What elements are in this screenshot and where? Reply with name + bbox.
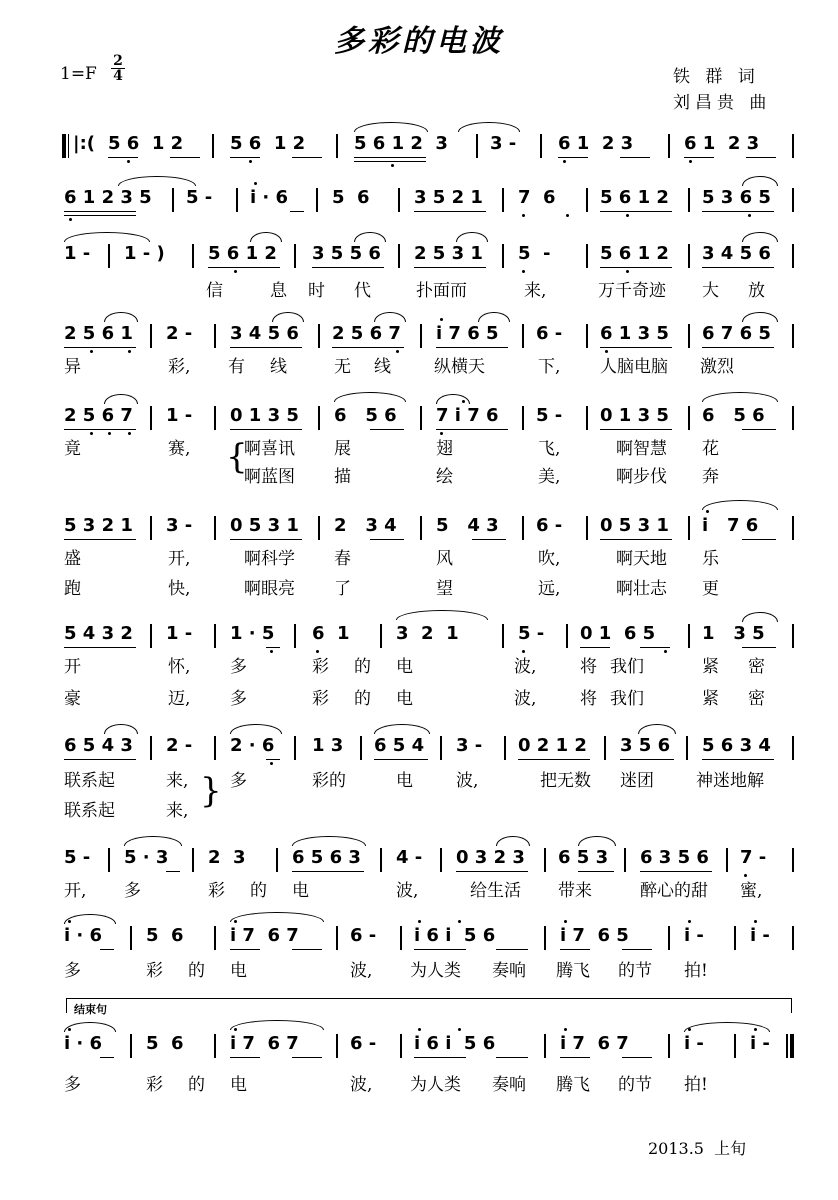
lyric: 豪: [64, 689, 81, 709]
lyric: 翅: [436, 439, 453, 459]
lyric: 大: [702, 281, 719, 301]
bar-r9-7: 6 5 3: [558, 847, 609, 868]
lyric: 春: [334, 549, 351, 569]
bar-r6-3: 0 5 3 1: [230, 515, 299, 536]
lyric: 风: [436, 549, 453, 569]
bar-r9-4: 6 5 6 3: [292, 847, 361, 868]
bar-r5-7: 0 1 3 5: [600, 405, 669, 426]
lyric: 奏响: [492, 1075, 526, 1095]
bar-r2-8: 5 3 6 5: [702, 187, 771, 208]
lyric: 开: [64, 657, 81, 677]
lyric: 电: [292, 881, 309, 901]
lyric: 绘: [436, 467, 453, 487]
lyric: 吹,: [538, 549, 561, 569]
lyric: 下,: [538, 357, 561, 377]
lyric: 紧: [702, 657, 719, 677]
verse-brace-close: }: [200, 771, 222, 811]
bar-r8-6: 3 -: [456, 735, 483, 756]
staff-row-9: [0, 846, 838, 876]
bar-r3-5: 2 5 3 1: [414, 243, 483, 264]
bar-r7-8: 1 3 5: [702, 623, 765, 644]
composer-credit: 刘昌贵 曲: [673, 93, 772, 113]
bar-r4-3: 3 4 5 6: [230, 323, 299, 344]
bar-r3-3: 5 6 1 2: [208, 243, 277, 264]
bar-r4-1: 2 5 6 1: [64, 323, 133, 344]
staff-row-2: [0, 186, 838, 216]
bar-r1-2: 5 6 1 2: [108, 133, 184, 154]
bar-r2-6: 7 6: [518, 187, 556, 208]
lyric: 带来: [558, 881, 592, 901]
bar-r2-5: 3 5 2 1: [414, 187, 483, 208]
bar-r8-2: 2 -: [166, 735, 193, 756]
lyric: 密: [748, 657, 765, 677]
lyric: 线: [270, 357, 287, 377]
lyrics-row-10: [0, 960, 838, 984]
lyrics-row-4: [0, 356, 838, 380]
lyric: 赛,: [168, 439, 191, 459]
lyric: 彩: [146, 1075, 163, 1095]
bar-r5-3: 0 1 3 5: [230, 405, 299, 426]
verse-brace: {: [226, 437, 248, 477]
lyric: 来,: [166, 771, 189, 791]
lyric: 腾飞: [556, 1075, 590, 1095]
lyric: 的: [250, 881, 267, 901]
lyric: 的: [188, 961, 205, 981]
bar-r8-1: 6 5 4 3: [64, 735, 133, 756]
lyric: 的: [354, 657, 371, 677]
bar-r7-4: 6 1: [312, 623, 350, 644]
lyric: 把无数: [540, 771, 591, 791]
composition-date: 2013.5 上旬: [648, 1139, 747, 1158]
lyric: 多: [230, 771, 247, 791]
bar-r9-5: 4 -: [396, 847, 423, 868]
lyric: 来,: [524, 281, 547, 301]
bar-r6-4: 2 3 4: [334, 515, 397, 536]
bar-r10-5: i 6 i 5 6: [414, 925, 496, 946]
lyric: 的: [354, 689, 371, 709]
bar-r8-9: 5 6 3 4: [702, 735, 771, 756]
bar-r5-5: 7 i 7 6: [436, 405, 499, 426]
final-barline-thin: [786, 1034, 788, 1058]
lyric: 电: [230, 961, 247, 981]
lyrics-row-3: [0, 280, 838, 304]
bar-r4-2: 2 -: [166, 323, 193, 344]
lyric: 多: [230, 657, 247, 677]
lyric: 彩: [312, 657, 329, 677]
bar-r7-3: 1 · 5: [230, 623, 275, 644]
key-signature: 1=F: [60, 64, 97, 84]
ending-label: 结束句: [74, 1003, 107, 1016]
lyric: 怀,: [168, 657, 191, 677]
bar-r11-8: i -: [750, 1033, 770, 1054]
bar-r10-8: i -: [750, 925, 770, 946]
bar-r10-6: i 7 6 5: [560, 925, 629, 946]
bar-r1-7: 6 1 2 3: [684, 133, 760, 154]
staff-row-1: [0, 132, 838, 162]
lyric: 波,: [350, 961, 373, 981]
bar-r6-7: 0 5 3 1: [600, 515, 669, 536]
lyric: 我们: [610, 657, 644, 677]
bar-r8-4: 1 3: [312, 735, 344, 756]
lyric: 为人类: [410, 1075, 461, 1095]
bar-r6-1: 5 3 2 1: [64, 515, 133, 536]
lyrics-row-6a: [0, 548, 838, 572]
lyric: 多: [230, 689, 247, 709]
lyric: 电: [396, 657, 413, 677]
lyric: 为人类: [410, 961, 461, 981]
lyric: 将: [580, 689, 597, 709]
lyrics-row-7a: [0, 656, 838, 680]
lyric: 无: [334, 357, 351, 377]
bar-r3-2: 1 - ): [124, 243, 165, 264]
bar-r5-2: 1 -: [166, 405, 193, 426]
bar-r5-1: 2 5 6 7: [64, 405, 133, 426]
lyric: 啊天地: [616, 549, 667, 569]
staff-row-7: [0, 622, 838, 652]
lyric: 联系起: [64, 771, 115, 791]
lyric: 波,: [514, 657, 537, 677]
bar-r9-6: 0 3 2 3: [456, 847, 525, 868]
bar-r6-5: 5 4 3: [436, 515, 499, 536]
repeat-barline: [62, 134, 66, 158]
lyric: 啊壮志: [616, 579, 667, 599]
lyric: 激烈: [700, 357, 734, 377]
lyric: 啊科学: [244, 549, 295, 569]
lyric: 多: [124, 881, 141, 901]
bar-r7-2: 1 -: [166, 623, 193, 644]
lyric: 有: [228, 357, 245, 377]
staff-row-10: [0, 924, 838, 954]
bar-r9-8: 6 3 5 6: [640, 847, 709, 868]
bar-r1-4: 5 6 1 2 3: [354, 133, 448, 154]
bar-r2-2: 5 -: [186, 187, 213, 208]
lyric: 啊智慧: [616, 439, 667, 459]
bar-r7-5: 3 2 1: [396, 623, 459, 644]
bar-r5-8: 6 5 6: [702, 405, 765, 426]
lyric: 拍!: [684, 1075, 708, 1095]
bar-r11-5: i 6 i 5 6: [414, 1033, 496, 1054]
bar-r3-6: 5 -: [518, 243, 551, 264]
lyric: 波,: [514, 689, 537, 709]
bar-r4-7: 6 1 3 5: [600, 323, 669, 344]
lyric: 波,: [350, 1075, 373, 1095]
time-signature-numerator: 2: [111, 54, 125, 69]
bar-r4-8: 6 7 6 5: [702, 323, 771, 344]
lyric: 给生活: [470, 881, 521, 901]
lyric: 代: [354, 281, 371, 301]
lyric: 开,: [64, 881, 87, 901]
bar-r8-5: 6 5 4: [374, 735, 425, 756]
bar-r7-7: 0 1 6 5: [580, 623, 656, 644]
staff-row-6: [0, 514, 838, 544]
lyric: 描: [334, 467, 351, 487]
lyric: 异: [64, 357, 81, 377]
lyric: 电: [230, 1075, 247, 1095]
bar-r1-5: 3 -: [490, 133, 517, 154]
staff-row-4: [0, 322, 838, 352]
lyric: 迈,: [168, 689, 191, 709]
lyric: 展: [334, 439, 351, 459]
lyric: 人脑电脑: [600, 357, 668, 377]
bar-r2-1: 6 1 2 3 5: [64, 187, 152, 208]
bar-r5-6: 5 -: [536, 405, 563, 426]
lyric: 奔: [702, 467, 719, 487]
lyric: 信: [206, 281, 223, 301]
lyric: 快,: [168, 579, 191, 599]
bar-r3-4: 3 5 5 6: [312, 243, 381, 264]
lyric: 飞,: [538, 439, 561, 459]
staff-row-5: [0, 404, 838, 434]
lyric: 望: [436, 579, 453, 599]
lyric: 奏响: [492, 961, 526, 981]
lyricist-credit: 铁 群 词: [673, 67, 760, 87]
lyric: 乐: [702, 549, 719, 569]
final-barline: [790, 1034, 794, 1058]
bar-r9-1: 5 -: [64, 847, 91, 868]
bar-r11-7: i -: [684, 1033, 704, 1054]
bar-r3-8: 3 4 5 6: [702, 243, 771, 264]
lyric: 美,: [538, 467, 561, 487]
lyric: 啊喜讯: [244, 439, 295, 459]
lyric: 蜜,: [740, 881, 763, 901]
lyric: 放: [748, 281, 765, 301]
lyric: 醉心的甜: [640, 881, 708, 901]
staff-row-8: [0, 734, 838, 764]
lyric: 纵横天: [434, 357, 485, 377]
lyrics-row-11: [0, 1074, 838, 1098]
lyric: 盛: [64, 549, 81, 569]
repeat-barline-thin: [68, 134, 69, 158]
lyric: 迷团: [620, 771, 654, 791]
bar-r7-6: 5 -: [518, 623, 545, 644]
lyric: 密: [748, 689, 765, 709]
lyric: 息: [270, 281, 287, 301]
bar-r8-3: 2 · 6: [230, 735, 275, 756]
lyric: 电: [396, 771, 413, 791]
bar-r1-6: 6 1 2 3: [558, 133, 634, 154]
lyric: 多: [64, 1075, 81, 1095]
lyric: 啊蓝图: [244, 467, 295, 487]
bar-r10-1: i · 6: [64, 925, 103, 946]
bar-r6-6: 6 -: [536, 515, 563, 536]
bar-r6-2: 3 -: [166, 515, 193, 536]
bar-r9-2: 5 · 3: [124, 847, 169, 868]
lyric: 了: [334, 579, 351, 599]
lyric: 拍!: [684, 961, 708, 981]
lyric: 竟: [64, 439, 81, 459]
bar-r7-1: 5 4 3 2: [64, 623, 133, 644]
bar-r11-3: i 7 6 7: [230, 1033, 299, 1054]
lyrics-row-5b: [0, 466, 838, 490]
bar-r2-4: 5 6: [332, 187, 370, 208]
lyric: 开,: [168, 549, 191, 569]
time-signature: [111, 54, 125, 83]
song-title: 多彩的电波: [334, 24, 504, 59]
staff-row-11: [0, 1032, 838, 1062]
bar-r10-7: i -: [684, 925, 704, 946]
bar-r9-9: 7 -: [740, 847, 767, 868]
lyric: 波,: [456, 771, 479, 791]
lyric: 线: [374, 357, 391, 377]
lyric: 花: [702, 439, 719, 459]
lyric: 啊眼亮: [244, 579, 295, 599]
bar-r6-8: i 7 6: [702, 515, 759, 536]
bar-r5-4: 6 5 6: [334, 405, 397, 426]
bar-r11-6: i 7 6 7: [560, 1033, 629, 1054]
bar-r11-2: 5 6: [146, 1033, 184, 1054]
lyric: 远,: [538, 579, 561, 599]
time-signature-denominator: 4: [113, 68, 123, 84]
lyric: 万千奇迹: [598, 281, 666, 301]
lyric: 将: [580, 657, 597, 677]
lyrics-row-6b: [0, 578, 838, 602]
lyric: 更: [702, 579, 719, 599]
lyric: 啊步伐: [616, 467, 667, 487]
bar-r8-7: 0 2 1 2: [518, 735, 587, 756]
bar-r4-5: i 7 6 5: [436, 323, 499, 344]
lyric: 多: [64, 961, 81, 981]
lyrics-row-5a: [0, 438, 838, 462]
lyrics-row-8b: [0, 800, 838, 824]
staff-row-3: [0, 242, 838, 272]
lyric: 彩: [312, 689, 329, 709]
lyric: 电: [396, 689, 413, 709]
bar-r10-4: 6 -: [350, 925, 377, 946]
lyric: 彩: [208, 881, 225, 901]
lyric: 跑: [64, 579, 81, 599]
bar-r8-8: 3 5 6: [620, 735, 671, 756]
lyric: 联系起: [64, 801, 115, 821]
bar-r11-1: i · 6: [64, 1033, 103, 1054]
bar-r3-1: 1 -: [64, 243, 91, 264]
bar-r4-6: 6 -: [536, 323, 563, 344]
lyric: 时: [308, 281, 325, 301]
lyric: 紧: [702, 689, 719, 709]
lyric: 腾飞: [556, 961, 590, 981]
lyric: 的: [188, 1075, 205, 1095]
lyrics-row-8a: [0, 770, 838, 794]
lyrics-row-7b: [0, 688, 838, 712]
lyric: 来,: [166, 801, 189, 821]
lyric: 彩的: [312, 771, 346, 791]
bar-r9-3: 2 3: [208, 847, 246, 868]
bar-r2-7: 5 6 1 2: [600, 187, 669, 208]
bar-r1-3: 5 6 1 2: [230, 133, 306, 154]
bar-r3-7: 5 6 1 2: [600, 243, 669, 264]
bar-r10-3: i 7 6 7: [230, 925, 299, 946]
lyric: 彩: [146, 961, 163, 981]
bar-r2-3: i · 6: [250, 187, 289, 208]
lyric: 彩,: [168, 357, 191, 377]
ending-bracket: [66, 998, 792, 1013]
lyric: 波,: [396, 881, 419, 901]
lyric: 神迷地解: [696, 771, 764, 791]
lyric: 的节: [618, 961, 652, 981]
lyric: 我们: [610, 689, 644, 709]
bar-r10-2: 5 6: [146, 925, 184, 946]
lyric: 扑面而: [416, 281, 467, 301]
lyrics-row-9: [0, 880, 838, 904]
bar-r1-1: |:(: [73, 133, 95, 154]
bar-r11-4: 6 -: [350, 1033, 377, 1054]
bar-r4-4: 2 5 6 7: [332, 323, 401, 344]
lyric: 的节: [618, 1075, 652, 1095]
